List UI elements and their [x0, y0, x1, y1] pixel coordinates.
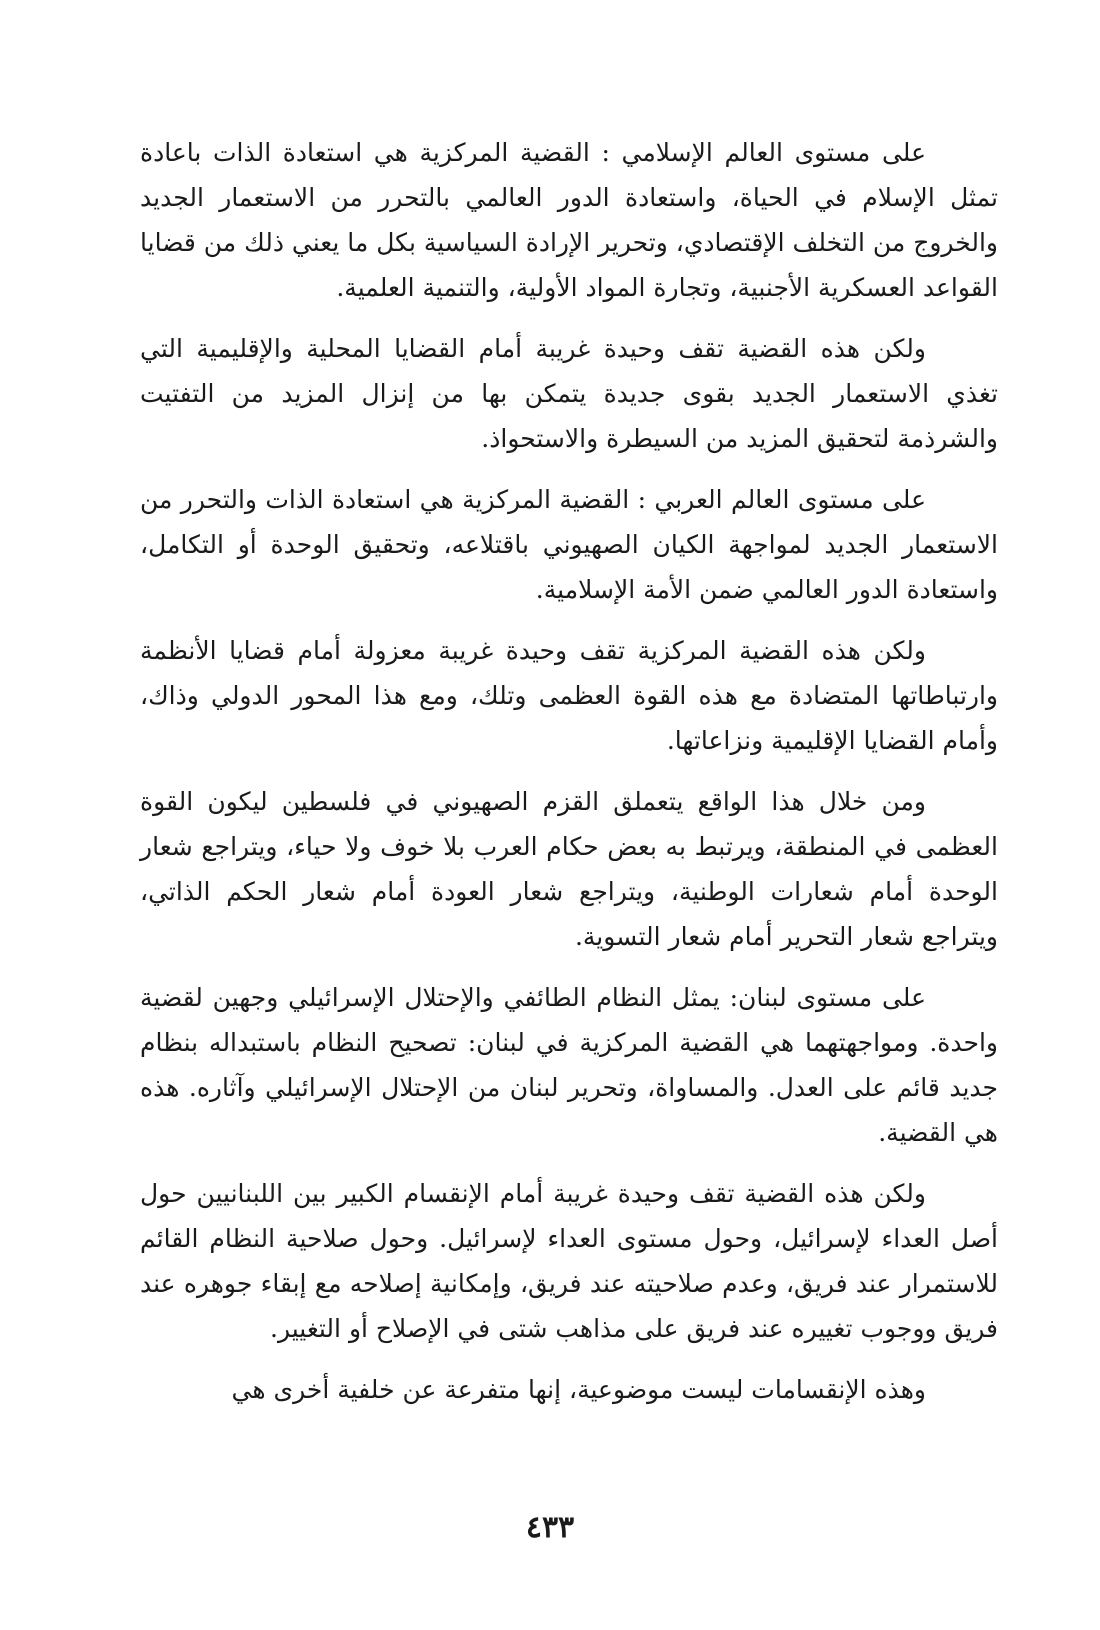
paragraph-zionist-reality: ومن خلال هذا الواقع يتعملق القزم الصهيوني في فلسطين ليكون القوة العظمى في المنطقة، ويرتبط به بعض حكام العرب بلا خوف ولا حياء، ويتراجع شعار الوحدة أمام شعارات الوطنية، ويتراجع شعار العودة أمام شعار الحكم الذاتي، ويتراجع شعار التحرير أمام شعار التسوية.	[140, 787, 998, 951]
paragraph-islamic-world-obstacles: ولكن هذه القضية تقف وحيدة غريبة أمام القضايا المحلية والإقليمية التي تغذي الاستعمار الجديد بقوى جديدة يتمكن بها من إنزال المزيد من التفتيت والشرذمة لتحقيق المزيد من السيطرة والاستحواذ.	[140, 334, 998, 453]
paragraph-arab-world-obstacles: ولكن هذه القضية المركزية تقف وحيدة غريبة معزولة أمام قضايا الأنظمة وارتباطاتها المتضادة مع هذه القوة العظمى وتلك، ومع هذا المحور الدولي وذاك، وأمام القضايا الإقليمية ونزاعاتها.	[140, 636, 999, 755]
paragraph-divisions-origin: وهذه الإنقسامات ليست موضوعية، إنها متفرعة عن خلفية أخرى هي	[231, 1375, 926, 1404]
paragraph-arab-world: على مستوى العالم العربي : القضية المركزية هي استعادة الذات والتحرر من الاستعمار الجديد لمواجهة الكيان الصهيوني باقتلاعه، وتحقيق الوحدة أو التكامل، واستعادة الدور العالمي ضمن الأمة الإسلامية.	[140, 485, 998, 604]
paragraph-islamic-world: على مستوى العالم الإسلامي : القضية المركزية هي استعادة الذات باعادة تمثل الإسلام في الحياة، واستعادة الدور العالمي بالتحرر من الاستعمار الجديد والخروج من التخلف الإقتصادي، وتحرير الإرادة السياسية بكل ما يعني ذلك من قضايا القواعد العسكرية الأجنبية، وتجارة المواد الأولية، والتنمية العلمية.	[140, 138, 998, 302]
paragraph-lebanon: على مستوى لبنان: يمثل النظام الطائفي والإحتلال الإسرائيلي وجهين لقضية واحدة. ومواجهتهما هي القضية المركزية في لبنان: تصحيح النظام باستبداله بنظام جديد قائم على العدل. والمساواة، وتحرير لبنان من الإحتلال الإسرائيلي وآثاره. هذه هي القضية.	[140, 983, 998, 1147]
page-number: ٤٣٣	[525, 1510, 575, 1545]
paragraph-lebanon-divisions: ولكن هذه القضية تقف وحيدة غريبة أمام الإنقسام الكبير بين اللبنانيين حول أصل العداء لإسرائيل، وحول مستوى العداء لإسرائيل. وحول صلاحية النظام القائم للاستمرار عند فريق، وعدم صلاحيته عند فريق، وإمكانية إصلاحه مع إبقاء جوهره عند فريق ووجوب تغييره عند فريق على مذاهب شتى في الإصلاح أو التغيير.	[140, 1179, 998, 1343]
body-text	[140, 130, 998, 1428]
